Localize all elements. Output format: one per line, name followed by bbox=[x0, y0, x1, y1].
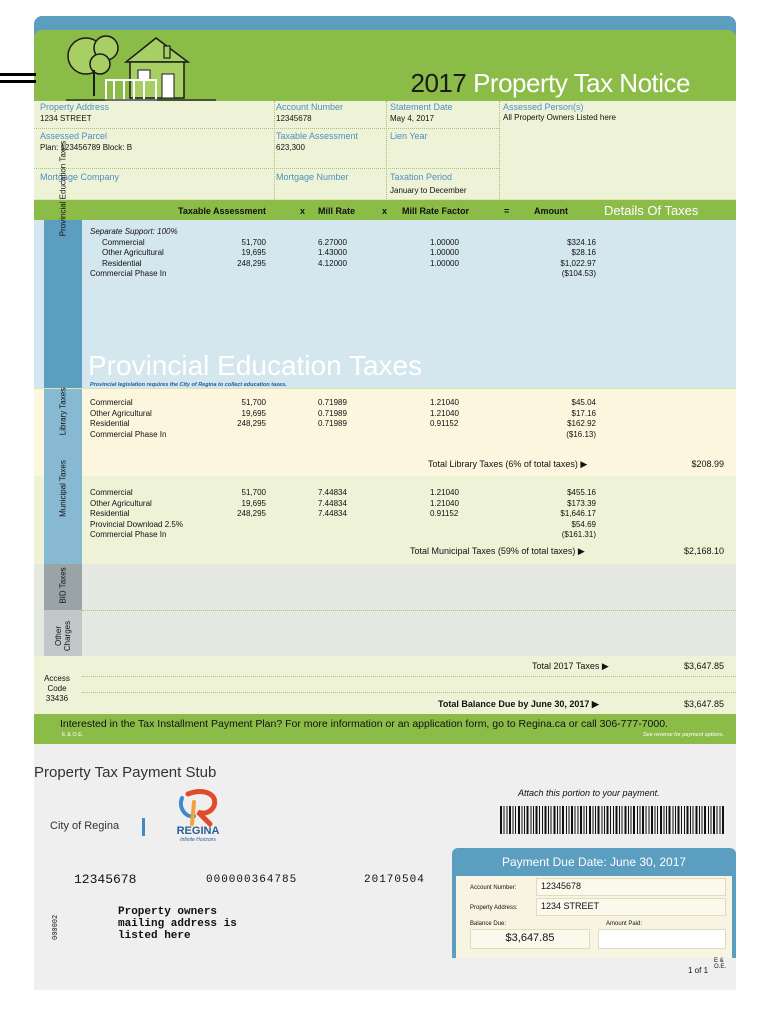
payment-due-title: Payment Due Date: June 30, 2017 bbox=[501, 855, 687, 869]
row-factor: 0.91152 bbox=[430, 509, 459, 518]
col-mill-rate: Mill Rate bbox=[318, 206, 356, 216]
municipal-total-label: Total Municipal Taxes (59% of total taxes) ▶ bbox=[410, 546, 585, 556]
barcode-bar bbox=[518, 806, 520, 834]
details-of-taxes: Details Of Taxes bbox=[604, 203, 699, 218]
row-name: Residential bbox=[102, 258, 142, 268]
row-factor: 0.91152 bbox=[430, 419, 459, 428]
barcode-bar bbox=[622, 806, 623, 834]
total-2017-value: $3,647.85 bbox=[683, 661, 724, 671]
assessed-persons-cell bbox=[503, 102, 631, 122]
col-amount: Amount bbox=[534, 206, 568, 216]
barcode-bar bbox=[655, 806, 656, 834]
assessed-parcel-value: Plan: 123456789 Block: B bbox=[40, 143, 133, 152]
row-assessment: 248,295 bbox=[237, 258, 266, 268]
property-tax-notice bbox=[34, 16, 736, 744]
barcode-bar bbox=[524, 806, 525, 834]
library-total-label: Total Library Taxes (6% of total taxes) ▶ bbox=[428, 459, 588, 469]
mortgage-company-label: Mortgage Company bbox=[40, 172, 120, 182]
barcode-bar bbox=[580, 806, 582, 834]
barcode-bar bbox=[699, 806, 700, 834]
row-amount: $17.16 bbox=[571, 408, 596, 418]
barcode-bar bbox=[646, 806, 647, 834]
row-amount: $45.04 bbox=[571, 398, 596, 407]
barcode-bar bbox=[690, 806, 691, 834]
payment-due-box bbox=[452, 848, 736, 958]
barcode-bar bbox=[560, 806, 561, 834]
row-amount: $1,022.97 bbox=[560, 258, 596, 268]
barcode-bar bbox=[578, 806, 579, 834]
taxable-assessment-label: Taxable Assessment bbox=[276, 131, 359, 141]
barcode-bar bbox=[664, 806, 665, 834]
barcode-bar bbox=[584, 806, 585, 834]
balance-field-value: $3,647.85 bbox=[470, 929, 590, 949]
barcode-bar bbox=[527, 806, 529, 834]
city-name: City of Regina bbox=[50, 820, 120, 832]
row-name: Provincial Download 2.5% bbox=[90, 519, 183, 529]
assessed-persons-value: All Property Owners Listed here bbox=[503, 113, 616, 122]
barcode-bar bbox=[593, 806, 594, 834]
total-label-text: Total Library Taxes (6% of total taxes) bbox=[428, 459, 578, 469]
barcode-bar bbox=[684, 806, 685, 834]
barcode-bar bbox=[711, 806, 712, 834]
table-row bbox=[90, 269, 650, 280]
row-name: Commercial Phase In bbox=[90, 269, 167, 278]
taxable-assessment-value: 623,300 bbox=[276, 143, 305, 152]
left-edge-lines bbox=[0, 73, 36, 85]
balance-field-label: Balance Due: bbox=[470, 921, 507, 927]
barcode-icon bbox=[500, 806, 726, 834]
barcode-bar bbox=[675, 806, 676, 834]
col-equals: = bbox=[504, 206, 510, 216]
property-address-cell bbox=[40, 102, 270, 124]
taxable-assessment-cell bbox=[276, 131, 384, 153]
account-field-label: Account Number: bbox=[470, 885, 517, 891]
barcode-bar bbox=[616, 806, 618, 834]
row-factor: 1.21040 bbox=[430, 408, 459, 418]
barcode-bar bbox=[551, 806, 552, 834]
barcode-bar bbox=[619, 806, 620, 834]
table-row bbox=[90, 398, 650, 409]
bid-other-section bbox=[34, 564, 736, 656]
barcode-bar bbox=[702, 806, 703, 834]
row-amount: $162.92 bbox=[567, 419, 596, 428]
row-name: Commercial bbox=[90, 488, 133, 497]
barcode-bar bbox=[660, 806, 662, 834]
row-amount: $455.16 bbox=[567, 488, 596, 497]
barcode-bar bbox=[604, 806, 605, 834]
reverse-note: See reverse for payment options. bbox=[642, 732, 724, 738]
barcode-bar bbox=[649, 806, 650, 834]
education-tab-label: Provincial Education Taxes bbox=[58, 140, 68, 237]
regina-logo-icon bbox=[158, 788, 238, 842]
library-total-value: $208.99 bbox=[691, 459, 724, 469]
col-multiply: x bbox=[382, 206, 388, 216]
barcode-bar bbox=[575, 806, 576, 834]
row-factor: 1.21040 bbox=[430, 488, 459, 497]
barcode-bar bbox=[542, 806, 543, 834]
taxation-period-cell bbox=[390, 172, 498, 196]
total-2017-label: Total 2017 Taxes ▶ bbox=[532, 661, 609, 671]
balance-due-value: $3,647.85 bbox=[683, 699, 724, 709]
fine-print-line: Provincial legislation requires the City of Regina to collect education taxes. bbox=[90, 382, 287, 388]
row-assessment: 51,700 bbox=[241, 488, 266, 497]
row-name: Other Agricultural bbox=[90, 408, 152, 418]
statement-date-cell bbox=[390, 102, 498, 124]
mailing-address bbox=[118, 906, 237, 942]
barcode-bar bbox=[545, 806, 547, 834]
row-name: Commercial bbox=[102, 237, 145, 247]
scan-line-date: 20170504 bbox=[364, 874, 425, 886]
row-name: Residential bbox=[90, 509, 130, 518]
barcode-bar bbox=[504, 806, 505, 834]
library-tab-label: Library Taxes bbox=[58, 387, 68, 435]
table-row bbox=[90, 430, 650, 441]
barcode-bar bbox=[571, 806, 573, 834]
notice-title bbox=[411, 68, 690, 99]
row-name: Residential bbox=[90, 419, 130, 428]
barcode-bar bbox=[704, 806, 706, 834]
eoe-note: E & O.E. bbox=[62, 732, 84, 738]
education-big-title: Provincial Education Taxes bbox=[88, 350, 423, 381]
barcode-bar bbox=[507, 806, 508, 834]
row-name: Commercial bbox=[90, 398, 133, 407]
row-rate: 0.71989 bbox=[318, 408, 347, 418]
mortgage-number-label: Mortgage Number bbox=[276, 172, 349, 182]
row-rate: 4.12000 bbox=[318, 258, 347, 268]
municipal-tab-label: Municipal Taxes bbox=[58, 460, 68, 517]
barcode-bar bbox=[513, 806, 514, 834]
row-assessment: 248,295 bbox=[237, 509, 266, 518]
barcode-bar bbox=[693, 806, 694, 834]
statement-date-value: May 4, 2017 bbox=[390, 114, 435, 123]
mailing-line: listed here bbox=[118, 930, 191, 942]
barcode-bar bbox=[722, 806, 724, 834]
row-assessment: 248,295 bbox=[237, 419, 266, 428]
table-row bbox=[90, 499, 650, 510]
barcode-bar bbox=[713, 806, 715, 834]
row-amount: $28.16 bbox=[571, 248, 596, 257]
row-amount: $54.69 bbox=[571, 519, 596, 529]
divider bbox=[82, 692, 736, 693]
lien-year-cell bbox=[390, 131, 498, 142]
barcode-bar bbox=[666, 806, 667, 834]
col-taxable-assessment: Taxable Assessment bbox=[178, 206, 267, 216]
row-name: Commercial Phase In bbox=[90, 530, 167, 539]
education-support-row bbox=[90, 227, 650, 238]
barcode-bar bbox=[509, 806, 511, 834]
property-info-grid bbox=[34, 101, 736, 199]
address-field-value: 1234 STREET bbox=[536, 898, 726, 916]
barcode-bar bbox=[598, 806, 600, 834]
barcode-bar bbox=[554, 806, 556, 834]
barcode-bar bbox=[642, 806, 644, 834]
row-name: Other Agricultural bbox=[102, 248, 164, 257]
row-assessment: 19,695 bbox=[241, 248, 266, 257]
barcode-bar bbox=[531, 806, 532, 834]
barcode-bar bbox=[515, 806, 516, 834]
bid-tab-label: BID Taxes bbox=[58, 567, 68, 604]
access-code bbox=[34, 674, 80, 704]
city-divider bbox=[142, 818, 145, 836]
barcode-bar bbox=[651, 806, 653, 834]
library-rows bbox=[90, 398, 650, 440]
access-code-label: Access Code bbox=[44, 674, 70, 693]
payment-due-fields bbox=[456, 876, 732, 958]
municipal-rows bbox=[90, 488, 650, 541]
divider bbox=[82, 676, 736, 677]
amount-paid-input[interactable] bbox=[598, 929, 726, 949]
barcode-bar bbox=[548, 806, 549, 834]
total-label-text: Total 2017 Taxes bbox=[532, 661, 600, 671]
page-indicator: 1 of 1 bbox=[688, 966, 709, 975]
table-row bbox=[90, 248, 650, 259]
barcode-bar bbox=[681, 806, 682, 834]
barcode-bar bbox=[589, 806, 591, 834]
assessed-parcel-cell bbox=[40, 131, 270, 153]
other-tab-label: Other Charges bbox=[54, 620, 72, 652]
row-rate: 7.44834 bbox=[318, 488, 347, 497]
row-assessment: 51,700 bbox=[241, 398, 266, 407]
bid-tab bbox=[44, 564, 82, 610]
row-assessment: 51,700 bbox=[241, 237, 266, 247]
divider bbox=[34, 128, 499, 129]
divider bbox=[499, 101, 500, 199]
barcode-bar bbox=[602, 806, 603, 834]
payment-stub bbox=[34, 744, 736, 990]
col-multiply: x bbox=[300, 206, 306, 216]
barcode-bar bbox=[637, 806, 638, 834]
mortgage-number-cell bbox=[276, 172, 384, 183]
assessed-parcel-label: Assessed Parcel bbox=[40, 131, 108, 141]
barcode-bar bbox=[708, 806, 709, 834]
row-assessment: 19,695 bbox=[241, 498, 266, 508]
attach-note: Attach this portion to your payment. bbox=[518, 788, 660, 798]
logo-word: REGINA bbox=[176, 825, 220, 837]
table-row bbox=[90, 419, 650, 430]
row-assessment: 19,695 bbox=[241, 408, 266, 418]
barcode-bar bbox=[607, 806, 609, 834]
row-amount: $1,646.17 bbox=[560, 509, 596, 518]
address-field-label: Property Address: bbox=[470, 905, 518, 911]
divider bbox=[34, 168, 499, 169]
barcode-bar bbox=[640, 806, 641, 834]
property-address-value: 1234 STREET bbox=[40, 114, 92, 123]
barcode-bar bbox=[669, 806, 671, 834]
barcode-bar bbox=[522, 806, 523, 834]
barcode-bar bbox=[625, 806, 627, 834]
table-row bbox=[90, 530, 650, 541]
row-rate: 1.43000 bbox=[318, 248, 347, 257]
installment-banner bbox=[34, 714, 736, 744]
barcode-bar bbox=[717, 806, 718, 834]
account-field-value: 12345678 bbox=[536, 878, 726, 896]
statement-date-label: Statement Date bbox=[390, 102, 453, 112]
barcode-bar bbox=[569, 806, 570, 834]
barcode-bar bbox=[562, 806, 564, 834]
education-tab bbox=[44, 140, 82, 388]
separate-support: Separate Support: 100% bbox=[90, 227, 178, 236]
row-rate: 6.27000 bbox=[318, 237, 347, 247]
barcode-bar bbox=[557, 806, 558, 834]
row-factor: 1.00000 bbox=[430, 258, 459, 268]
logo-tagline: Infinite Horizons bbox=[180, 837, 216, 842]
property-address-label: Property Address bbox=[40, 102, 110, 112]
account-number-cell bbox=[276, 102, 384, 124]
row-rate: 7.44834 bbox=[318, 509, 347, 518]
taxation-period-label: Taxation Period bbox=[390, 172, 453, 182]
total-label-text: Total Balance Due by June 30, 2017 bbox=[438, 699, 590, 709]
stub-account-number: 12345678 bbox=[74, 872, 137, 887]
barcode-bar bbox=[633, 806, 635, 834]
stub-title: Property Tax Payment Stub bbox=[34, 764, 217, 781]
table-row bbox=[90, 509, 650, 520]
barcode-bar bbox=[536, 806, 538, 834]
row-factor: 1.21040 bbox=[430, 498, 459, 508]
mailing-line: mailing address is bbox=[118, 918, 237, 930]
row-amount: $173.39 bbox=[567, 498, 596, 508]
notice-title-text: Property Tax Notice bbox=[473, 68, 690, 98]
installment-text: Interested in the Tax Installment Payment Plan? For more information or an application form, go to Regina.ca or call 306-777-7000. bbox=[60, 718, 668, 730]
barcode-bar bbox=[657, 806, 658, 834]
side-code: 000002 bbox=[52, 914, 60, 940]
barcode-bar bbox=[595, 806, 596, 834]
table-row bbox=[90, 488, 650, 499]
row-factor: 1.00000 bbox=[430, 237, 459, 247]
barcode-bar bbox=[687, 806, 689, 834]
scan-line-amount: 000000364785 bbox=[206, 874, 298, 886]
col-mill-rate-factor: Mill Rate Factor bbox=[402, 206, 470, 216]
row-factor: 1.00000 bbox=[430, 248, 459, 257]
account-number-label: Account Number bbox=[276, 102, 344, 112]
divider bbox=[386, 101, 387, 199]
row-amount: $324.16 bbox=[567, 237, 596, 247]
row-factor: 1.21040 bbox=[430, 398, 459, 407]
notice-year: 2017 bbox=[410, 68, 467, 98]
barcode-bar bbox=[610, 806, 611, 834]
barcode-bar bbox=[500, 806, 502, 834]
tax-column-header bbox=[34, 200, 736, 220]
barcode-bar bbox=[533, 806, 534, 834]
barcode-bar bbox=[696, 806, 698, 834]
table-row bbox=[90, 409, 650, 420]
mailing-line: Property owners bbox=[118, 906, 218, 918]
row-rate: 0.71989 bbox=[318, 398, 347, 407]
assessed-persons-label: Assessed Person(s) bbox=[503, 102, 584, 112]
row-name: Other Agricultural bbox=[90, 498, 152, 508]
divider bbox=[274, 101, 275, 199]
row-amount: ($104.53) bbox=[561, 269, 596, 278]
table-row bbox=[90, 520, 650, 531]
barcode-bar bbox=[613, 806, 614, 834]
taxation-period-value: January to December bbox=[390, 186, 467, 195]
municipal-tab bbox=[44, 460, 82, 564]
balance-due-label: Total Balance Due by June 30, 2017 ▶ bbox=[438, 699, 599, 709]
divider bbox=[82, 610, 736, 611]
mortgage-company-cell bbox=[40, 172, 270, 183]
other-tab bbox=[44, 610, 82, 656]
row-amount: ($16.13) bbox=[566, 429, 596, 439]
library-taxes-section bbox=[34, 389, 736, 476]
barcode-bar bbox=[539, 806, 540, 834]
barcode-bar bbox=[631, 806, 632, 834]
amount-paid-label: Amount Paid: bbox=[606, 921, 643, 927]
account-number-value: 12345678 bbox=[276, 114, 312, 123]
total-label-text: Total Municipal Taxes (59% of total taxes) bbox=[410, 546, 576, 556]
barcode-bar bbox=[720, 806, 721, 834]
barcode-bar bbox=[678, 806, 680, 834]
row-amount: ($161.31) bbox=[561, 530, 596, 539]
row-rate: 0.71989 bbox=[318, 419, 347, 428]
lien-year-label: Lien Year bbox=[390, 131, 428, 141]
table-row bbox=[90, 238, 650, 249]
row-rate: 7.44834 bbox=[318, 498, 347, 508]
municipal-total-value: $2,168.10 bbox=[683, 546, 724, 556]
education-rows bbox=[90, 227, 650, 280]
barcode-bar bbox=[628, 806, 629, 834]
access-code-value: 33436 bbox=[45, 694, 69, 703]
stub-eoe: E & O.E. bbox=[714, 958, 727, 970]
barcode-bar bbox=[586, 806, 587, 834]
totals-section bbox=[34, 656, 736, 714]
barcode-bar bbox=[566, 806, 567, 834]
barcode-bar bbox=[673, 806, 674, 834]
row-name: Commercial Phase In bbox=[90, 429, 167, 439]
table-row bbox=[90, 259, 650, 270]
